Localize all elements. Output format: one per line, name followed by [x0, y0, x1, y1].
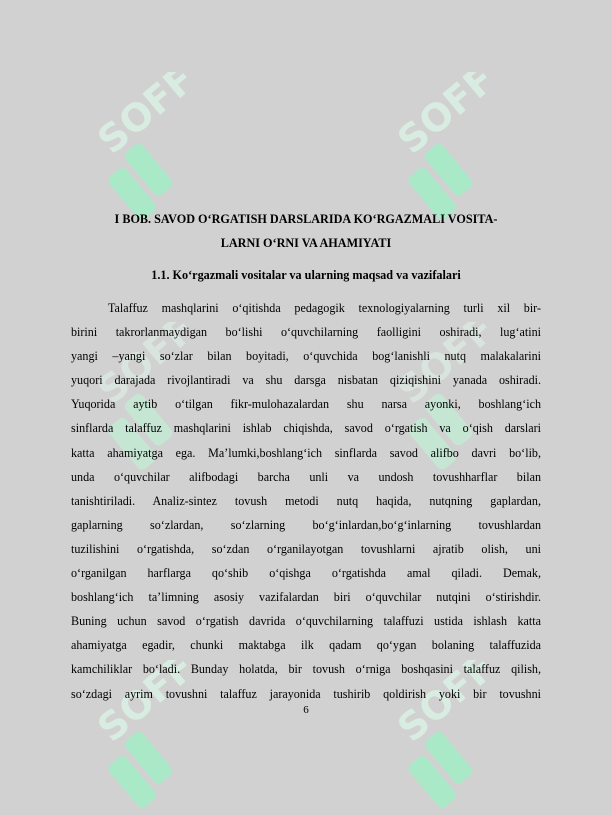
section-title: 1.1. Ko‘rgazmali vositalar va ularning maqsad va vazifalari	[151, 268, 461, 282]
body-paragraph	[71, 296, 541, 706]
paragraph-line: katta ahamiyatga ega. Ma’lumki,boshlang‘ich sinflarda savod alifbo davri bo‘lib,	[71, 445, 541, 460]
paragraph-line: so‘zdagi ayrim tovushni talaffuz jarayonida tushirib qoldirish yoki bir tovushni	[71, 686, 541, 701]
paragraph-line: ahamiyatga egadir, chunki maktabga ilk qadam qo‘ygan bolaning talaffuzida	[71, 638, 541, 653]
chapter-title-line: LARNI O‘RNI VA AHAMIYATI	[220, 236, 392, 250]
svg-text:SOFF: SOFF	[389, 72, 504, 163]
page-number: 6	[303, 704, 309, 716]
paragraph-line: Yuqorida aytib o‘tilgan fikr-mulohazalardan shu narsa ayonki, boshlang‘ich	[71, 397, 541, 412]
paragraph-line: Buning uchun savod o‘rgatish davrida o‘quvchilarning talaffuzi ustida ishlash katta	[71, 614, 541, 629]
paragraph-line: birini takrorlanmaydigan bo‘lishi o‘quvchilarning faolligini oshiradi, lug‘atini	[71, 325, 541, 340]
svg-text:SOFF: SOFF	[89, 322, 204, 413]
svg-text:SOFF: SOFF	[89, 72, 204, 163]
paragraph-line: yangi –yangi so‘zlar bilan boyitadi, o‘quvchida bog‘lanishli nutq malakalarini	[71, 349, 541, 364]
paragraph-line: Talaffuz mashqlarini o‘qitishda pedagogik texnologiyalarning turli xil bir-	[108, 301, 541, 315]
svg-text:SOFF: SOFF	[389, 660, 504, 751]
paragraph-line: o‘rganilgan harflarga qo‘shib o‘qishga o‘rgatishda amal qiladi. Demak,	[71, 566, 541, 581]
paragraph-line: tanishtiriladi. Analiz-sintez tovush metodi nutq haqida, nutqning gaplardan,	[71, 493, 541, 508]
paragraph-line: kamchiliklar bo‘ladi. Bunday holatda, bir tovush o‘rniga boshqasini talaffuz qilish,	[71, 662, 541, 677]
paragraph-line: sinflarda talaffuz mashqlarini ishlab chiqishda, savod o‘rgatish va o‘qish darslari	[71, 421, 541, 436]
svg-text:SOFF: SOFF	[389, 322, 504, 413]
chapter-title	[70, 207, 542, 255]
paragraph-line: boshlang‘ich ta’limning asosiy vazifalardan biri o‘quvchilar nutqini o‘stirishdir.	[71, 590, 541, 605]
paragraph-line: tuzilishini o‘rgatishda, so‘zdan o‘rganilayotgan tovushlarni ajratib olish, uni	[71, 541, 541, 556]
paragraph-line: unda o‘quvchilar alifbodagi barcha unli va undosh tovushharflar bilan	[71, 469, 541, 484]
paragraph-line: gaplarning so‘zlardan, so‘zlarning bo‘g‘inlardan,bo‘g‘inlarning tovushlardan	[71, 517, 541, 532]
paragraph-line: yuqori darajada rivojlantiradi va shu darsga nisbatan qiziqishini yanada oshiradi.	[71, 373, 541, 388]
svg-text:SOFF: SOFF	[89, 660, 204, 751]
chapter-title-line: I BOB. SAVOD O‘RGATISH DARSLARIDA KO‘RGAZMALI VOSITA-	[114, 212, 498, 226]
